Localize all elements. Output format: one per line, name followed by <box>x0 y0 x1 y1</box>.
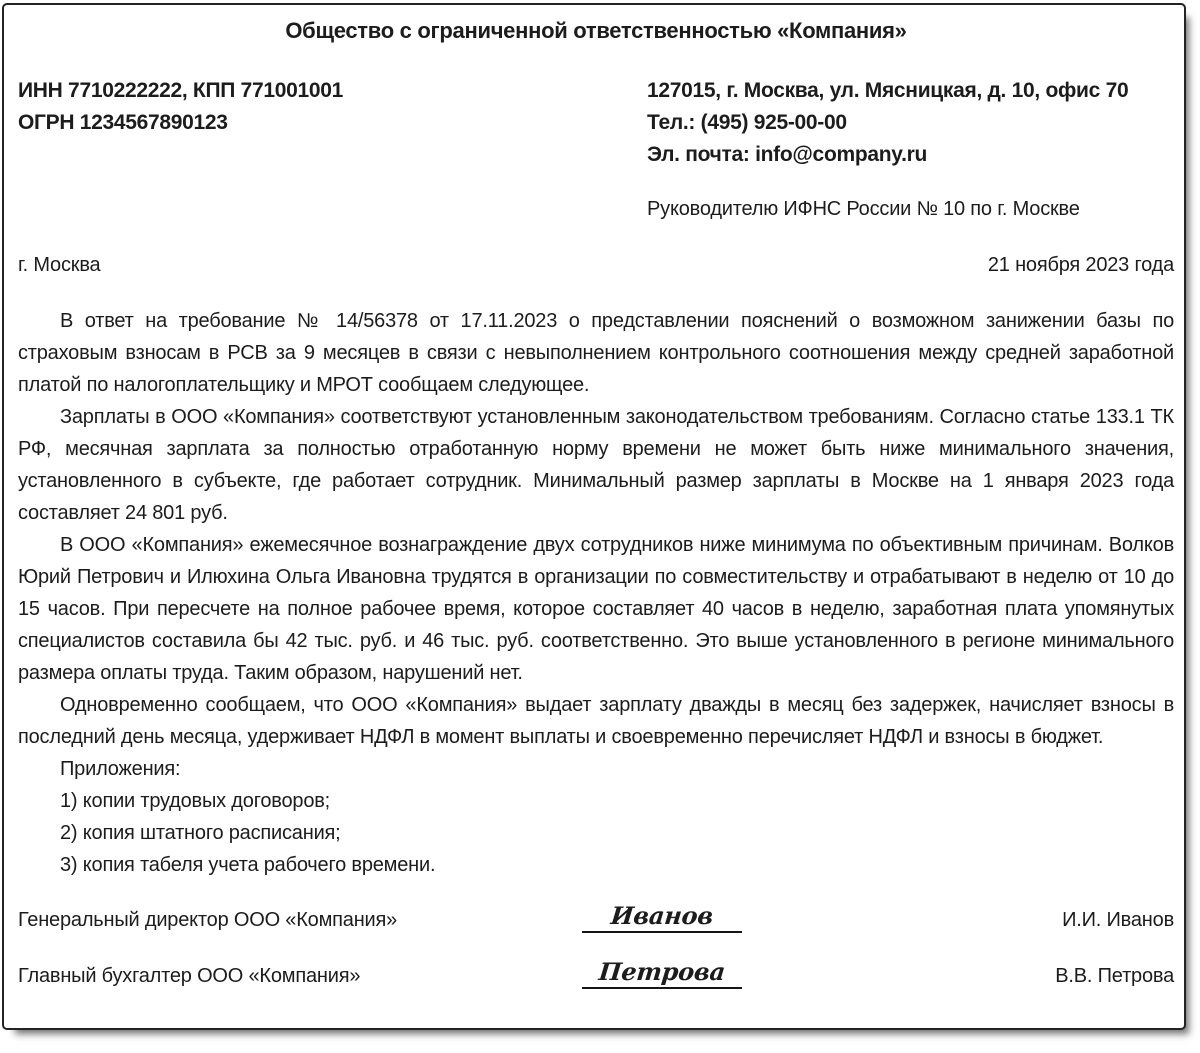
company-address-line: 127015, г. Москва, ул. Мясницкая, д. 10, офис 70 <box>647 79 1129 102</box>
signature-row-accountant <box>18 953 1174 989</box>
signature-underline <box>582 959 742 989</box>
signature-underline <box>582 903 742 933</box>
signature-autograph: Иванов <box>609 901 715 930</box>
signature-row-director <box>18 897 1174 933</box>
company-name-header: Общество с ограниченной ответственностью «Компания» <box>285 18 907 43</box>
inn-kpp-line: ИНН 7710222222, КПП 771001001 <box>18 79 343 102</box>
company-email-line: Эл. почта: info@company.ru <box>647 143 928 166</box>
company-phone-line: Тел.: (495) 925-00-00 <box>647 111 847 134</box>
date-label: 21 ноября 2023 года <box>987 254 1174 276</box>
letterhead-requisites <box>18 75 1174 171</box>
city-label: г. Москва <box>18 254 101 276</box>
signature-position: Главный бухгалтер ООО «Компания» <box>18 965 361 987</box>
signature-name: В.В. Петрова <box>1055 965 1174 987</box>
requisites-right-block <box>647 75 1174 171</box>
signature-autograph: Петрова <box>597 957 727 986</box>
signature-position: Генеральный директор ООО «Компания» <box>18 909 398 931</box>
ogrn-line: ОГРН 1234567890123 <box>18 111 228 134</box>
attachment-item-2: 2) копия штатного расписания; <box>60 822 341 844</box>
attachment-item-1: 1) копии трудовых договоров; <box>60 790 331 812</box>
addressee-line: Руководителю ИФНС России № 10 по г. Москве <box>647 198 1080 220</box>
document-page <box>2 3 1186 1030</box>
requisites-left-block <box>18 75 647 171</box>
body-paragraph-3: В ООО «Компания» ежемесячное вознаграждение двух сотрудников ниже минимума по объективным причинам. Волков Юрий Петрович и Илюхина Ольга Ивановна трудятся в организации по совместительству и отрабатывают в неделю от 10 до 15 часов. При пересчете на полное рабочее время, которое составляет 40 часов в неделю, заработная плата упомянутых специалистов составила бы 42 тыс. руб. и 46 тыс. руб. соответственно. Это выше установленного в регионе минимального размера оплаты труда. Таким образом, нарушений нет. <box>18 534 1174 684</box>
letter-body <box>18 305 1174 881</box>
attachment-item-3: 3) копия табеля учета рабочего времени. <box>60 854 436 876</box>
place-date-row <box>18 249 1174 281</box>
signature-name: И.И. Иванов <box>1062 909 1174 931</box>
body-paragraph-2: Зарплаты в ООО «Компания» соответствуют установленным законодательством требованиям. Согласно статье 133.1 ТК РФ, месячная зарплата за полностью отработанную норму времени не может быть ниже минимального значения, установленного в субъекте, где работает сотрудник. Минимальный размер зарплаты в Москве на 1 января 2023 года составляет 24 801 руб. <box>18 406 1174 524</box>
body-paragraph-1: В ответ на требование № 14/56378 от 17.11.2023 о представлении пояснений о возможном занижении базы по страховым взносам в РСВ за 9 месяцев в связи с невыполнением контрольного соотношения между средней заработной платой по налогоплательщику и МРОТ сообщаем следующее. <box>18 310 1174 396</box>
body-paragraph-4: Одновременно сообщаем, что ООО «Компания» выдает зарплату дважды в месяц без задержек, начисляет взносы в последний день месяца, удерживает НДФЛ в момент выплаты и своевременно перечисляет НДФЛ и взносы в бюджет. <box>18 694 1174 748</box>
attachments-label: Приложения: <box>60 758 181 780</box>
